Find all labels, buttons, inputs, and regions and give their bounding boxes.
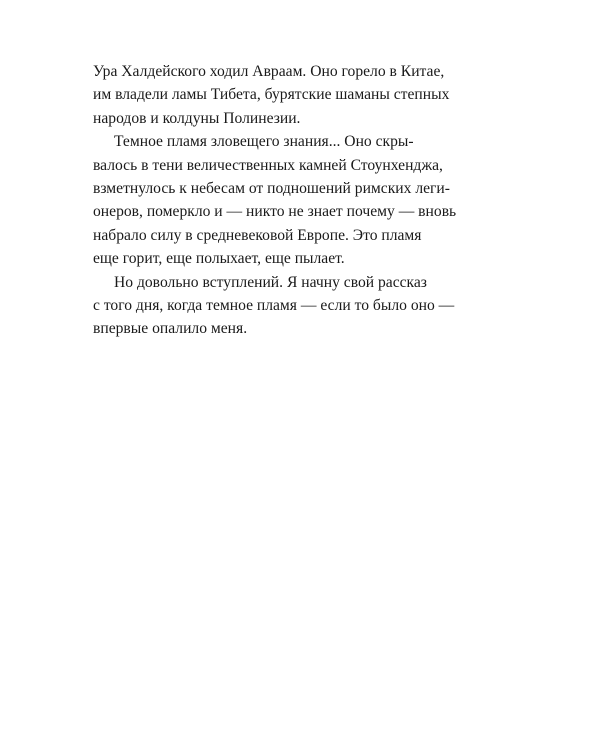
text-line: онеров, померкло и — никто не знает почему — вновь (93, 203, 457, 221)
text-line: впервые опалило меня. (93, 320, 248, 338)
text-line: взметнулось к небесам от подношений римских леги- (93, 179, 450, 197)
paragraph-start-line: Но довольно вступлений. Я начну свой рассказ (114, 273, 427, 291)
text-line: с того дня, когда темное пламя — если то было оно — (93, 296, 455, 314)
text-line: еще горит, еще полыхает, еще пылает. (93, 250, 345, 268)
paragraph-start-line: Темное пламя зловещего знания... Оно скры- (114, 133, 414, 151)
text-line: им владели ламы Тибета, бурятские шаманы степных (93, 86, 450, 104)
text-line: набрало силу в средневековой Европе. Это пламя (93, 226, 422, 244)
text-line: народов и колдуны Полинезии. (93, 109, 301, 127)
text-line: Ура Халдейского ходил Авраам. Оно горело в Китае, (93, 63, 445, 80)
page-text (93, 60, 473, 341)
text-line: валось в тени величественных камней Стоунхенджа, (93, 156, 443, 174)
